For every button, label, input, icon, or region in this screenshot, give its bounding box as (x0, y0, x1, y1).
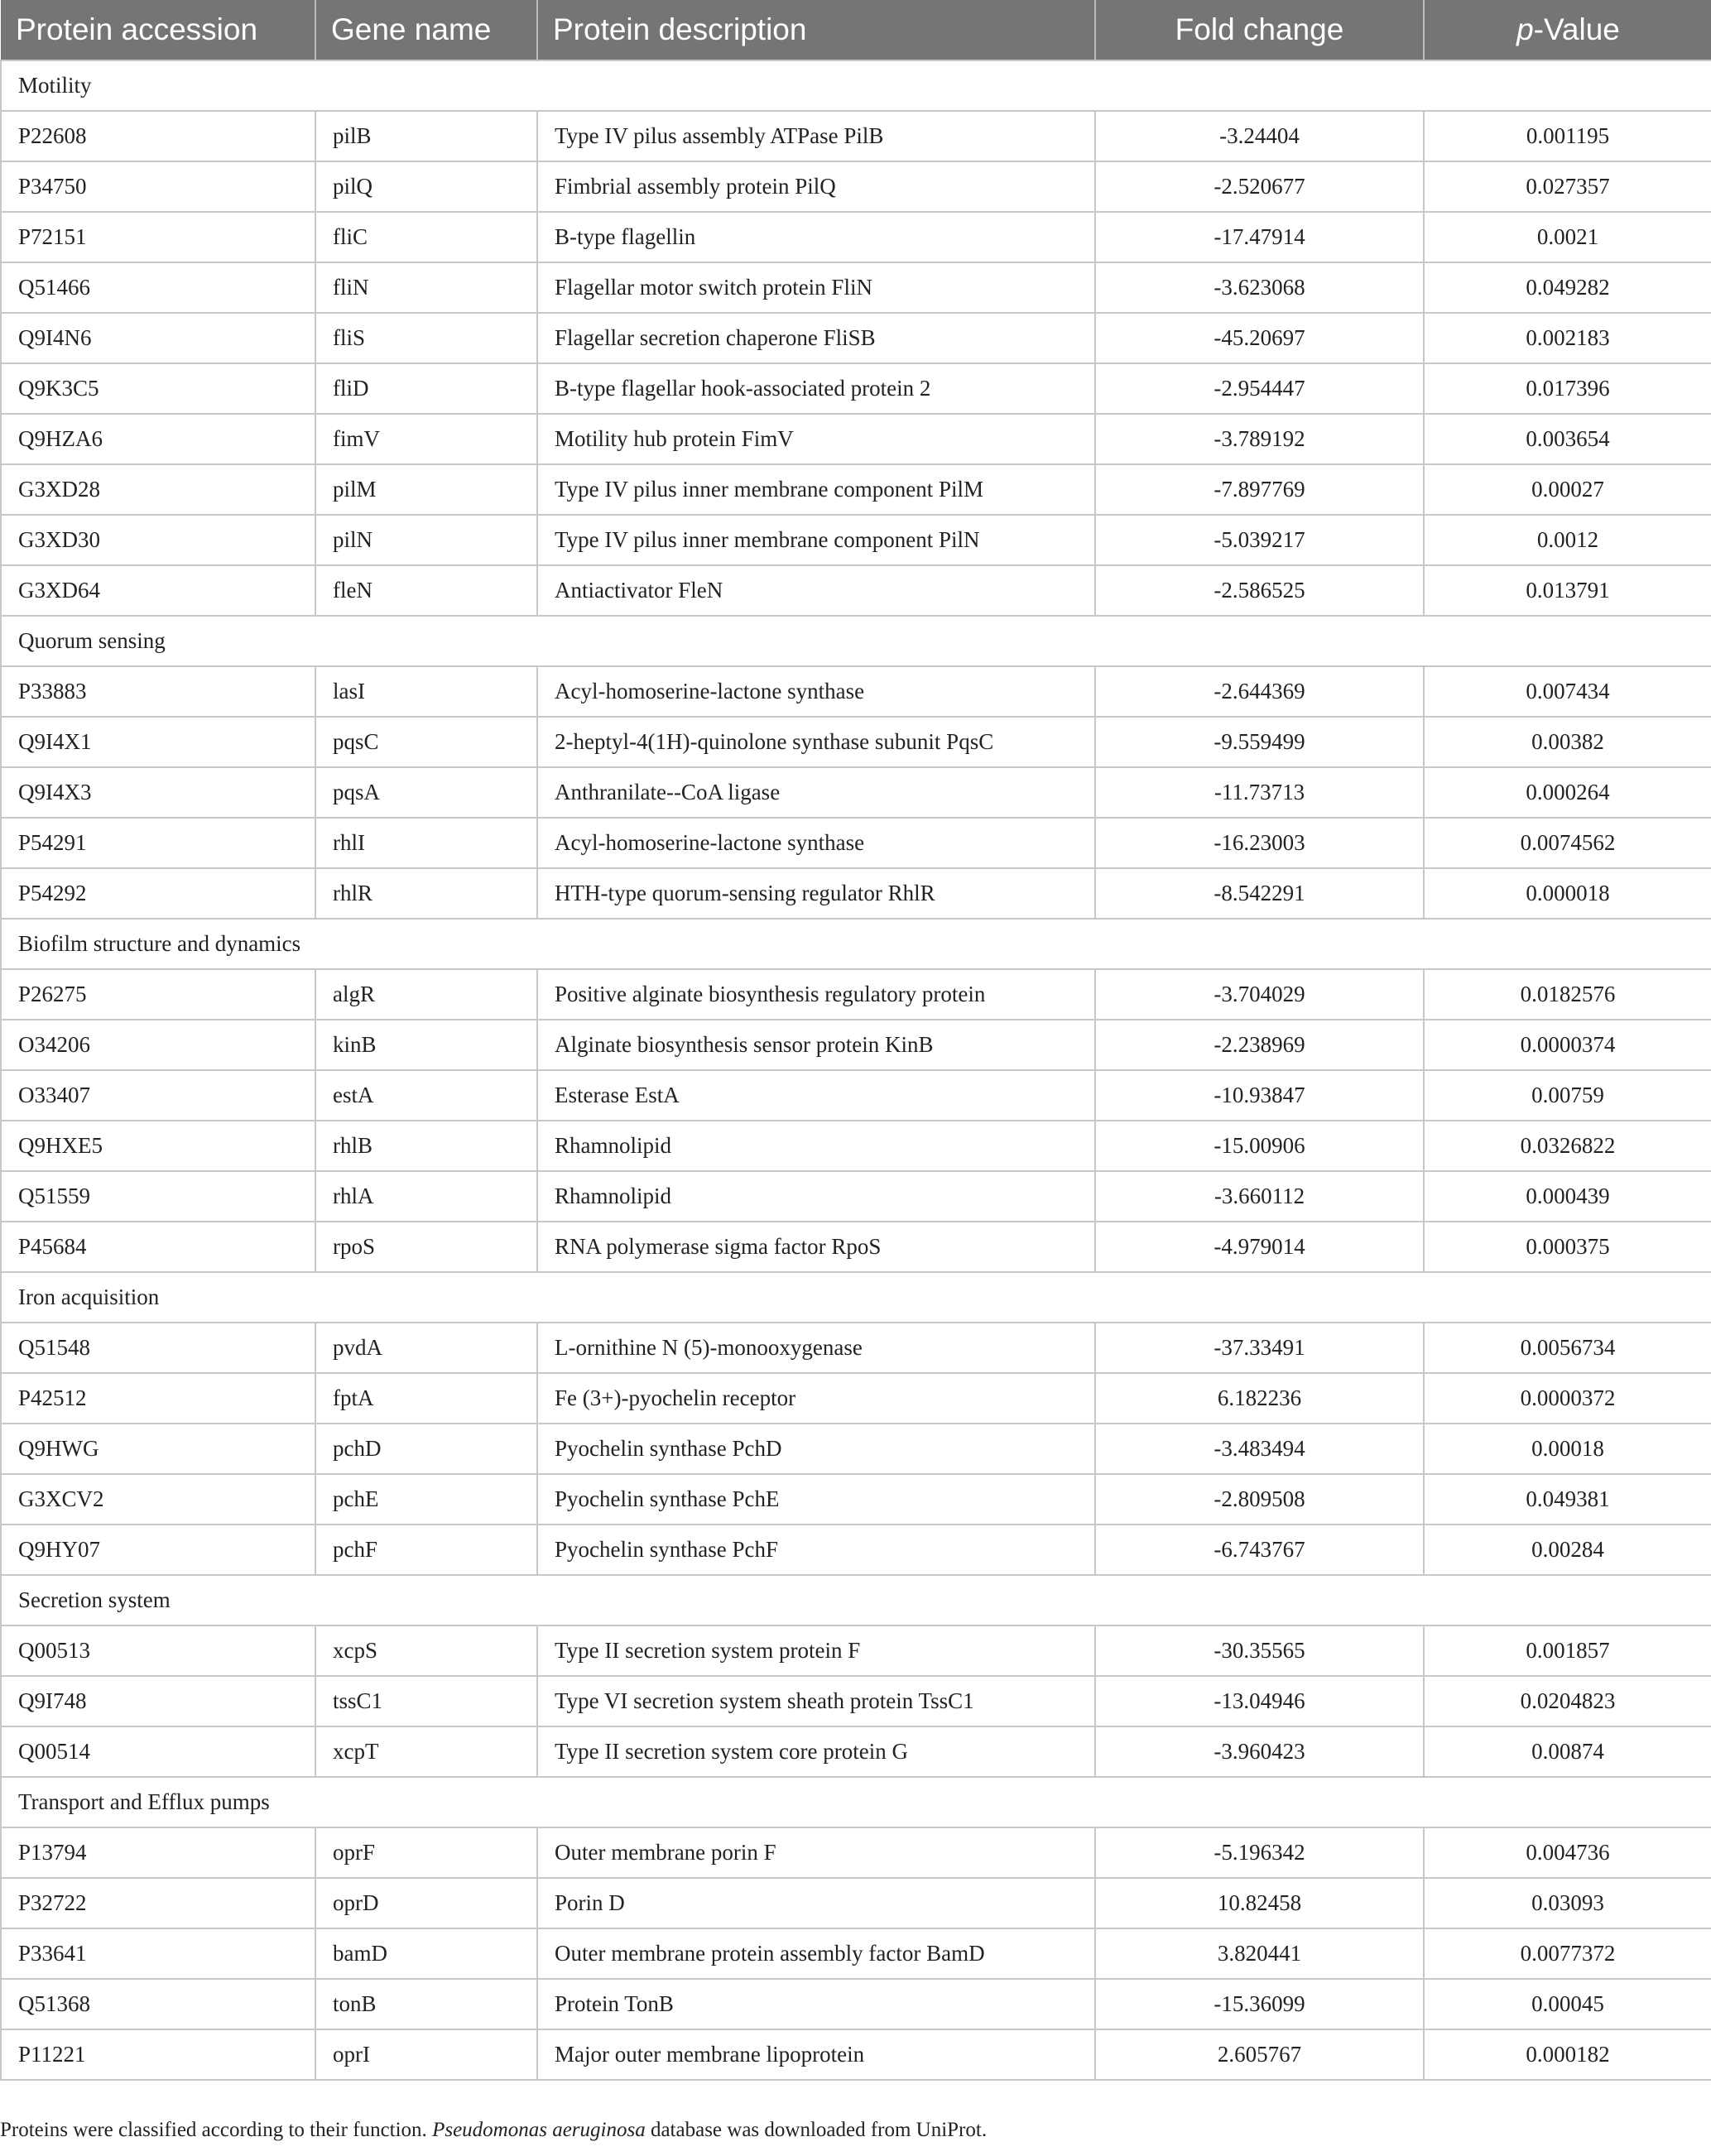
fold-change-cell: -5.039217 (1095, 515, 1424, 565)
p-value-cell: 0.00284 (1424, 1525, 1711, 1575)
p-value-cell: 0.002183 (1424, 313, 1711, 363)
table-row (1, 1726, 1711, 1777)
table-row (1, 1323, 1711, 1373)
protein-description-cell: Pyochelin synthase PchD (537, 1424, 1095, 1474)
protein-accession-cell: P34750 (1, 161, 315, 212)
gene-name-cell: fliN (315, 262, 537, 313)
fold-change-cell: -2.238969 (1095, 1020, 1424, 1070)
protein-accession-cell: P11221 (1, 2029, 315, 2080)
header-protein-description: Protein description (537, 0, 1095, 60)
protein-accession-cell: O33407 (1, 1070, 315, 1121)
footnote-species: Pseudomonas aeruginosa (432, 2119, 646, 2141)
protein-description-cell: B-type flagellar hook-associated protein 2 (537, 363, 1095, 414)
section-title: Iron acquisition (1, 1272, 1711, 1323)
p-value-cell: 0.017396 (1424, 363, 1711, 414)
section-title: Quorum sensing (1, 616, 1711, 666)
fold-change-cell: 6.182236 (1095, 1373, 1424, 1424)
fold-change-cell: -2.586525 (1095, 565, 1424, 616)
table-row (1, 1373, 1711, 1424)
table-row (1, 1222, 1711, 1272)
gene-name-cell: pvdA (315, 1323, 537, 1373)
footnote-text-2: database was downloaded from UniProt. (645, 2119, 988, 2141)
table-row (1, 313, 1711, 363)
p-value-cell: 0.0077372 (1424, 1928, 1711, 1979)
section-title: Secretion system (1, 1575, 1711, 1625)
protein-description-cell: Type IV pilus assembly ATPase PilB (537, 111, 1095, 161)
protein-accession-cell: G3XD28 (1, 464, 315, 515)
fold-change-cell: -10.93847 (1095, 1070, 1424, 1121)
fold-change-cell: -3.483494 (1095, 1424, 1424, 1474)
protein-accession-cell: P26275 (1, 969, 315, 1020)
table-row (1, 414, 1711, 464)
table-row (1, 666, 1711, 717)
table-row (1, 1979, 1711, 2029)
protein-description-cell: Pyochelin synthase PchF (537, 1525, 1095, 1575)
table-row (1, 1878, 1711, 1928)
p-value-cell: 0.0021 (1424, 212, 1711, 262)
table-row (1, 262, 1711, 313)
protein-accession-cell: P42512 (1, 1373, 315, 1424)
protein-description-cell: Pyochelin synthase PchE (537, 1474, 1095, 1525)
protein-description-cell: Fimbrial assembly protein PilQ (537, 161, 1095, 212)
fold-change-cell: -2.809508 (1095, 1474, 1424, 1525)
table-row (1, 464, 1711, 515)
protein-accession-cell: P54292 (1, 868, 315, 919)
table-row (1, 1474, 1711, 1525)
protein-accession-cell: Q9K3C5 (1, 363, 315, 414)
protein-accession-cell: Q9I748 (1, 1676, 315, 1726)
p-value-cell: 0.00018 (1424, 1424, 1711, 1474)
protein-accession-cell: Q9I4X3 (1, 767, 315, 818)
fold-change-cell: -3.704029 (1095, 969, 1424, 1020)
header-fold-change: Fold change (1095, 0, 1424, 60)
gene-name-cell: rhlI (315, 818, 537, 868)
p-value-cell: 0.00027 (1424, 464, 1711, 515)
fold-change-cell: -2.954447 (1095, 363, 1424, 414)
protein-accession-cell: G3XCV2 (1, 1474, 315, 1525)
table-row (1, 767, 1711, 818)
p-value-cell: 0.0056734 (1424, 1323, 1711, 1373)
gene-name-cell: rpoS (315, 1222, 537, 1272)
gene-name-cell: pchF (315, 1525, 537, 1575)
protein-description-cell: Outer membrane protein assembly factor BamD (537, 1928, 1095, 1979)
gene-name-cell: rhlA (315, 1171, 537, 1222)
protein-accession-cell: Q9HXE5 (1, 1121, 315, 1171)
table-row (1, 818, 1711, 868)
protein-description-cell: Major outer membrane lipoprotein (537, 2029, 1095, 2080)
table-row (1, 111, 1711, 161)
gene-name-cell: oprD (315, 1878, 537, 1928)
protein-accession-cell: O34206 (1, 1020, 315, 1070)
protein-description-cell: L-ornithine N (5)-monooxygenase (537, 1323, 1095, 1373)
table-row (1, 1424, 1711, 1474)
section-title: Biofilm structure and dynamics (1, 919, 1711, 969)
protein-accession-cell: G3XD30 (1, 515, 315, 565)
table-header (1, 0, 1711, 60)
protein-description-cell: Porin D (537, 1878, 1095, 1928)
gene-name-cell: pilM (315, 464, 537, 515)
table-row (1, 1020, 1711, 1070)
gene-name-cell: fleN (315, 565, 537, 616)
p-value-cell: 0.00382 (1424, 717, 1711, 767)
p-value-cell: 0.049282 (1424, 262, 1711, 313)
p-value-cell: 0.00045 (1424, 1979, 1711, 2029)
section-row (1, 919, 1711, 969)
gene-name-cell: rhlB (315, 1121, 537, 1171)
protein-description-cell: Acyl-homoserine-lactone synthase (537, 818, 1095, 868)
gene-name-cell: rhlR (315, 868, 537, 919)
footnote-text-1: Proteins were classified according to their function. (0, 2119, 433, 2141)
protein-accession-cell: Q00513 (1, 1625, 315, 1676)
gene-name-cell: fliD (315, 363, 537, 414)
protein-accession-cell: Q51548 (1, 1323, 315, 1373)
protein-description-cell: Type II secretion system core protein G (537, 1726, 1095, 1777)
protein-description-cell: Esterase EstA (537, 1070, 1095, 1121)
fold-change-cell: 2.605767 (1095, 2029, 1424, 2080)
fold-change-cell: 3.820441 (1095, 1928, 1424, 1979)
protein-accession-cell: P13794 (1, 1827, 315, 1878)
section-title: Motility (1, 60, 1711, 111)
table-row (1, 1676, 1711, 1726)
fold-change-cell: -9.559499 (1095, 717, 1424, 767)
protein-accession-cell: Q9I4X1 (1, 717, 315, 767)
section-row (1, 1272, 1711, 1323)
fold-change-cell: 10.82458 (1095, 1878, 1424, 1928)
protein-description-cell: Type IV pilus inner membrane component PilN (537, 515, 1095, 565)
protein-description-cell: Flagellar motor switch protein FliN (537, 262, 1095, 313)
gene-name-cell: pchE (315, 1474, 537, 1525)
p-value-cell: 0.000264 (1424, 767, 1711, 818)
gene-name-cell: fimV (315, 414, 537, 464)
table-row (1, 1121, 1711, 1171)
p-value-cell: 0.0000372 (1424, 1373, 1711, 1424)
table-row (1, 2029, 1711, 2080)
gene-name-cell: oprI (315, 2029, 537, 2080)
gene-name-cell: fliS (315, 313, 537, 363)
p-value-cell: 0.000439 (1424, 1171, 1711, 1222)
fold-change-cell: -17.47914 (1095, 212, 1424, 262)
protein-description-cell: Type VI secretion system sheath protein TssC1 (537, 1676, 1095, 1726)
p-value-cell: 0.000375 (1424, 1222, 1711, 1272)
protein-accession-cell: P22608 (1, 111, 315, 161)
protein-accession-cell: P72151 (1, 212, 315, 262)
header-row (1, 0, 1711, 60)
table-row (1, 717, 1711, 767)
fold-change-cell: -15.36099 (1095, 1979, 1424, 2029)
gene-name-cell: lasI (315, 666, 537, 717)
protein-description-cell: Antiactivator FleN (537, 565, 1095, 616)
protein-description-cell: RNA polymerase sigma factor RpoS (537, 1222, 1095, 1272)
p-value-cell: 0.0074562 (1424, 818, 1711, 868)
protein-accession-cell: Q51466 (1, 262, 315, 313)
fold-change-cell: -15.00906 (1095, 1121, 1424, 1171)
p-value-cell: 0.004736 (1424, 1827, 1711, 1878)
gene-name-cell: pilQ (315, 161, 537, 212)
fold-change-cell: -30.35565 (1095, 1625, 1424, 1676)
gene-name-cell: pqsA (315, 767, 537, 818)
gene-name-cell: fliC (315, 212, 537, 262)
header-gene-name: Gene name (315, 0, 537, 60)
fold-change-cell: -37.33491 (1095, 1323, 1424, 1373)
fold-change-cell: -3.24404 (1095, 111, 1424, 161)
table-row (1, 161, 1711, 212)
fold-change-cell: -11.73713 (1095, 767, 1424, 818)
header-p-value (1424, 0, 1711, 60)
protein-accession-cell: Q51559 (1, 1171, 315, 1222)
protein-accession-cell: Q9HZA6 (1, 414, 315, 464)
protein-description-cell: Alginate biosynthesis sensor protein KinB (537, 1020, 1095, 1070)
p-value-cell: 0.049381 (1424, 1474, 1711, 1525)
table-footnote (0, 2119, 987, 2142)
p-value-cell: 0.0000374 (1424, 1020, 1711, 1070)
table-row (1, 1525, 1711, 1575)
section-row (1, 1575, 1711, 1625)
table-row (1, 212, 1711, 262)
gene-name-cell: oprF (315, 1827, 537, 1878)
header-protein-accession: Protein accession (1, 0, 315, 60)
protein-accession-cell: Q00514 (1, 1726, 315, 1777)
gene-name-cell: tssC1 (315, 1676, 537, 1726)
fold-change-cell: -4.979014 (1095, 1222, 1424, 1272)
protein-description-cell: B-type flagellin (537, 212, 1095, 262)
p-value-cell: 0.027357 (1424, 161, 1711, 212)
table-row (1, 515, 1711, 565)
fold-change-cell: -8.542291 (1095, 868, 1424, 919)
p-value-cell: 0.0326822 (1424, 1121, 1711, 1171)
fold-change-cell: -6.743767 (1095, 1525, 1424, 1575)
table-row (1, 969, 1711, 1020)
protein-accession-cell: P33641 (1, 1928, 315, 1979)
fold-change-cell: -3.960423 (1095, 1726, 1424, 1777)
table-body (1, 60, 1711, 2080)
table-row (1, 1070, 1711, 1121)
section-row (1, 616, 1711, 666)
protein-accession-cell: P33883 (1, 666, 315, 717)
table-row (1, 1827, 1711, 1878)
p-value-cell: 0.0012 (1424, 515, 1711, 565)
gene-name-cell: pilN (315, 515, 537, 565)
protein-description-cell: Rhamnolipid (537, 1171, 1095, 1222)
fold-change-cell: -5.196342 (1095, 1827, 1424, 1878)
protein-description-cell: Fe (3+)-pyochelin receptor (537, 1373, 1095, 1424)
gene-name-cell: pqsC (315, 717, 537, 767)
gene-name-cell: fptA (315, 1373, 537, 1424)
section-row (1, 60, 1711, 111)
gene-name-cell: estA (315, 1070, 537, 1121)
fold-change-cell: -45.20697 (1095, 313, 1424, 363)
fold-change-cell: -3.623068 (1095, 262, 1424, 313)
p-value-cell: 0.000018 (1424, 868, 1711, 919)
protein-description-cell: Rhamnolipid (537, 1121, 1095, 1171)
section-row (1, 1777, 1711, 1827)
gene-name-cell: pchD (315, 1424, 537, 1474)
p-value-cell: 0.00759 (1424, 1070, 1711, 1121)
header-p-italic: p (1516, 12, 1534, 46)
protein-accession-cell: Q9I4N6 (1, 313, 315, 363)
protein-accession-cell: P54291 (1, 818, 315, 868)
gene-name-cell: pilB (315, 111, 537, 161)
fold-change-cell: -3.660112 (1095, 1171, 1424, 1222)
protein-accession-cell: Q51368 (1, 1979, 315, 2029)
table-row (1, 868, 1711, 919)
gene-name-cell: xcpT (315, 1726, 537, 1777)
p-value-cell: 0.007434 (1424, 666, 1711, 717)
gene-name-cell: bamD (315, 1928, 537, 1979)
protein-description-cell: Flagellar secretion chaperone FliSB (537, 313, 1095, 363)
fold-change-cell: -13.04946 (1095, 1676, 1424, 1726)
p-value-cell: 0.003654 (1424, 414, 1711, 464)
table-row (1, 565, 1711, 616)
fold-change-cell: -16.23003 (1095, 818, 1424, 868)
protein-accession-cell: Q9HWG (1, 1424, 315, 1474)
p-value-cell: 0.0182576 (1424, 969, 1711, 1020)
protein-description-cell: Anthranilate--CoA ligase (537, 767, 1095, 818)
protein-description-cell: Type IV pilus inner membrane component PilM (537, 464, 1095, 515)
gene-name-cell: tonB (315, 1979, 537, 2029)
table-row (1, 1171, 1711, 1222)
p-value-cell: 0.001195 (1424, 111, 1711, 161)
protein-description-cell: Positive alginate biosynthesis regulatory protein (537, 969, 1095, 1020)
protein-description-cell: Acyl-homoserine-lactone synthase (537, 666, 1095, 717)
p-value-cell: 0.00874 (1424, 1726, 1711, 1777)
protein-description-cell: HTH-type quorum-sensing regulator RhlR (537, 868, 1095, 919)
p-value-cell: 0.000182 (1424, 2029, 1711, 2080)
protein-accession-cell: P32722 (1, 1878, 315, 1928)
protein-description-cell: Type II secretion system protein F (537, 1625, 1095, 1676)
protein-accession-cell: P45684 (1, 1222, 315, 1272)
table-row (1, 1625, 1711, 1676)
protein-accession-cell: G3XD64 (1, 565, 315, 616)
protein-description-cell: Outer membrane porin F (537, 1827, 1095, 1878)
gene-name-cell: xcpS (315, 1625, 537, 1676)
protein-accession-cell: Q9HY07 (1, 1525, 315, 1575)
p-value-cell: 0.03093 (1424, 1878, 1711, 1928)
protein-description-cell: 2-heptyl-4(1H)-quinolone synthase subunit PqsC (537, 717, 1095, 767)
section-title: Transport and Efflux pumps (1, 1777, 1711, 1827)
header-p-suffix: -Value (1533, 12, 1620, 46)
p-value-cell: 0.0204823 (1424, 1676, 1711, 1726)
gene-name-cell: algR (315, 969, 537, 1020)
table-row (1, 363, 1711, 414)
fold-change-cell: -2.520677 (1095, 161, 1424, 212)
protein-description-cell: Motility hub protein FimV (537, 414, 1095, 464)
table-row (1, 1928, 1711, 1979)
p-value-cell: 0.001857 (1424, 1625, 1711, 1676)
protein-description-cell: Protein TonB (537, 1979, 1095, 2029)
gene-name-cell: kinB (315, 1020, 537, 1070)
p-value-cell: 0.013791 (1424, 565, 1711, 616)
fold-change-cell: -2.644369 (1095, 666, 1424, 717)
fold-change-cell: -3.789192 (1095, 414, 1424, 464)
fold-change-cell: -7.897769 (1095, 464, 1424, 515)
